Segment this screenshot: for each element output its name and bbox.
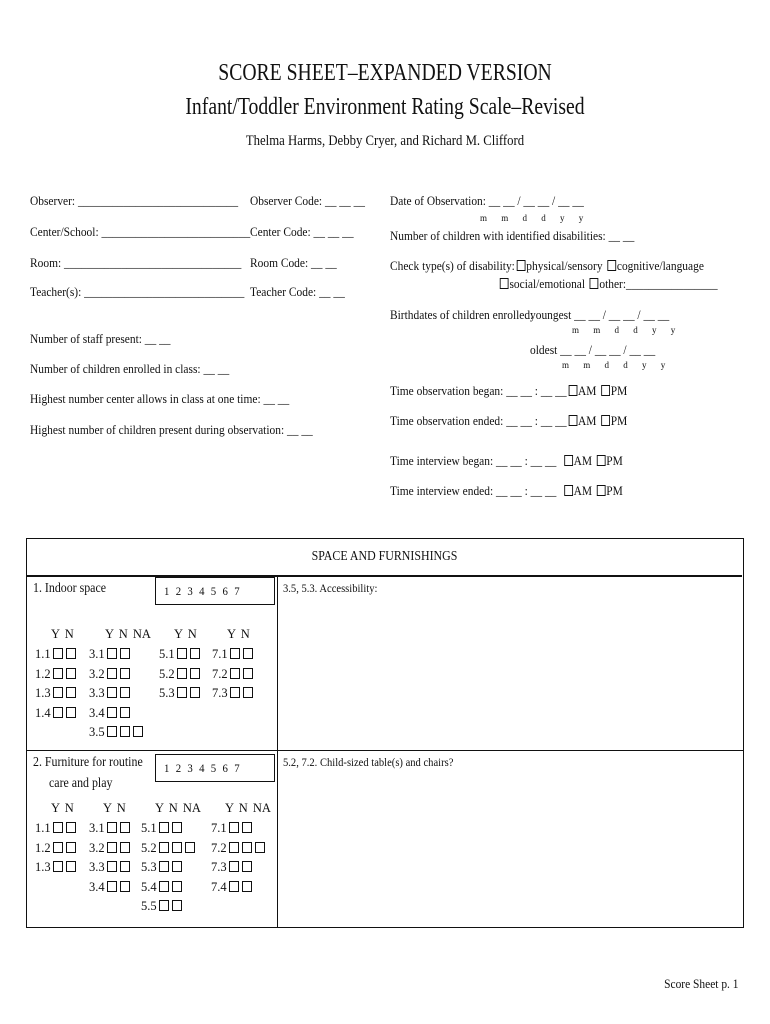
cognitive-checkbox[interactable] bbox=[607, 260, 616, 271]
no-checkbox[interactable] bbox=[243, 687, 253, 698]
no-checkbox[interactable] bbox=[120, 822, 130, 833]
item-2-scale-numbers: 1 2 3 4 5 6 7 bbox=[164, 761, 240, 775]
observation-ended-field[interactable]: Time observation ended: __ __ : __ __ bbox=[390, 413, 567, 428]
yes-checkbox[interactable] bbox=[230, 687, 240, 698]
indicator-item1-3-4 bbox=[89, 706, 131, 721]
no-checkbox[interactable] bbox=[172, 822, 182, 833]
item-1-col3-header: Y N bbox=[174, 627, 197, 641]
indicator-label: 1.1 bbox=[35, 821, 51, 835]
indicator-item1-1-1 bbox=[35, 647, 77, 662]
obs-ended-am-checkbox[interactable] bbox=[568, 415, 577, 426]
birthdates-label: Birthdates of children enrolled: bbox=[390, 307, 534, 322]
item-2-scale[interactable] bbox=[155, 754, 275, 782]
indicator-label: 1.1 bbox=[35, 647, 51, 661]
no-checkbox[interactable] bbox=[66, 687, 76, 698]
title-scale-name: Infant/Toddler Environment Rating Scale–Revised bbox=[185, 94, 585, 120]
no-checkbox[interactable] bbox=[242, 861, 252, 872]
indicator-item2-3-3 bbox=[89, 860, 131, 875]
interview-began-row bbox=[390, 453, 623, 469]
indicator-item2-5-4 bbox=[141, 880, 183, 895]
obs-began-am-checkbox[interactable] bbox=[568, 385, 577, 396]
yes-checkbox[interactable] bbox=[177, 687, 187, 698]
indicator-label: 5.3 bbox=[141, 860, 157, 874]
indicator-label: 7.2 bbox=[212, 666, 228, 681]
indicator-label: 1.3 bbox=[35, 686, 51, 700]
item-2-title-line1: 2. Furniture for routine bbox=[33, 755, 143, 770]
int-ended-pm-checkbox[interactable] bbox=[597, 485, 606, 496]
indicator-item1-3-3 bbox=[89, 686, 131, 701]
yes-checkbox[interactable] bbox=[53, 861, 63, 872]
yes-checkbox[interactable] bbox=[107, 707, 117, 718]
item-2-title-line2: care and play bbox=[49, 776, 113, 791]
indicator-label: 3.2 bbox=[89, 666, 105, 681]
no-checkbox[interactable] bbox=[66, 842, 76, 853]
indicator-label: 1.2 bbox=[35, 840, 51, 855]
indicator-item1-7-2 bbox=[212, 667, 254, 682]
yes-checkbox[interactable] bbox=[229, 842, 239, 853]
yes-checkbox[interactable] bbox=[177, 668, 187, 679]
item-2-col3-header: Y N NA bbox=[155, 801, 201, 815]
am-label: AM bbox=[578, 413, 597, 428]
disabilities-count-field[interactable]: Number of children with identified disabilities: __ __ bbox=[390, 228, 635, 243]
item-1-question: 3.5, 5.3. Accessibility: bbox=[283, 581, 378, 595]
indicator-item1-1-4 bbox=[35, 706, 77, 721]
item-2-col1-header: Y N bbox=[51, 801, 74, 815]
interview-began-field[interactable]: Time interview began: __ __ : __ __ bbox=[390, 453, 557, 468]
no-checkbox[interactable] bbox=[120, 842, 130, 853]
observer-code-field[interactable]: Observer Code: __ __ __ bbox=[250, 193, 366, 208]
item-1-col1-header: Y N bbox=[51, 627, 74, 641]
item-1-title: 1. Indoor space bbox=[33, 581, 107, 596]
indicator-label: 7.4 bbox=[211, 879, 227, 894]
page-footer: Score Sheet p. 1 bbox=[663, 976, 738, 991]
indicator-label: 5.3 bbox=[159, 686, 175, 700]
indicator-item2-1-3 bbox=[35, 860, 77, 875]
highest-allowed-field[interactable]: Highest number center allows in class at one time: __ __ bbox=[30, 391, 290, 406]
indicator-label: 3.3 bbox=[89, 686, 105, 700]
int-began-am-checkbox[interactable] bbox=[564, 455, 573, 466]
indicator-item2-7-1 bbox=[211, 821, 253, 836]
indicator-label: 3.4 bbox=[89, 705, 105, 720]
indicator-label: 7.1 bbox=[212, 647, 228, 661]
indicator-item2-5-1 bbox=[141, 821, 183, 836]
indicator-item2-7-2 bbox=[211, 841, 266, 856]
no-checkbox[interactable] bbox=[190, 648, 200, 659]
no-checkbox[interactable] bbox=[120, 668, 130, 679]
yes-checkbox[interactable] bbox=[159, 861, 169, 872]
na-checkbox[interactable] bbox=[133, 726, 143, 737]
no-checkbox[interactable] bbox=[120, 648, 130, 659]
int-began-pm-checkbox[interactable] bbox=[597, 455, 606, 466]
indicator-label: 3.4 bbox=[89, 879, 105, 894]
center-code-field[interactable]: Center Code: __ __ __ bbox=[250, 224, 354, 239]
item-2-question: 5.2, 7.2. Child-sized table(s) and chairs? bbox=[283, 755, 454, 769]
indicator-item1-3-1 bbox=[89, 647, 131, 662]
social-checkbox[interactable] bbox=[500, 278, 509, 289]
observation-ended-row bbox=[390, 413, 627, 429]
children-enrolled-field[interactable]: Number of children enrolled in class: __ __ bbox=[30, 361, 230, 376]
indicator-item2-5-3 bbox=[141, 860, 183, 875]
disability-type-row bbox=[390, 258, 704, 274]
pm-label: PM bbox=[610, 413, 628, 428]
item-divider bbox=[27, 750, 743, 751]
authors: Thelma Harms, Debby Cryer, and Richard M. Clifford bbox=[245, 133, 525, 149]
yes-checkbox[interactable] bbox=[53, 648, 63, 659]
item-2-col4-header: Y N NA bbox=[225, 801, 271, 815]
pm-label: PM bbox=[610, 383, 628, 398]
indicator-label: 5.1 bbox=[159, 647, 175, 661]
indicator-label: 1.4 bbox=[35, 705, 51, 720]
other-field[interactable]: other:________________ bbox=[599, 276, 718, 291]
indicator-label: 7.3 bbox=[212, 686, 228, 700]
obs-began-pm-checkbox[interactable] bbox=[601, 385, 610, 396]
am-label: AM bbox=[573, 483, 593, 498]
interview-ended-field[interactable]: Time interview ended: __ __ : __ __ bbox=[390, 483, 557, 498]
indicator-label: 3.2 bbox=[89, 840, 105, 855]
pm-label: PM bbox=[606, 483, 623, 498]
highest-present-field[interactable]: Highest number of children present during observation: __ __ bbox=[30, 422, 313, 437]
no-checkbox[interactable] bbox=[190, 668, 200, 679]
indicator-item1-5-3 bbox=[159, 686, 201, 701]
no-checkbox[interactable] bbox=[243, 648, 253, 659]
indicator-item2-1-1 bbox=[35, 821, 77, 836]
physical-label: physical/sensory bbox=[526, 258, 603, 273]
indicator-item1-1-3 bbox=[35, 686, 77, 701]
section-title: SPACE AND FURNISHINGS bbox=[311, 549, 458, 564]
no-checkbox[interactable] bbox=[172, 900, 182, 911]
indicator-label: 7.3 bbox=[211, 860, 227, 874]
social-label: social/emotional bbox=[509, 276, 586, 291]
yes-checkbox[interactable] bbox=[159, 842, 169, 853]
disability-type-label: Check type(s) of disability: bbox=[390, 258, 515, 273]
yes-checkbox[interactable] bbox=[107, 648, 117, 659]
no-checkbox[interactable] bbox=[120, 726, 130, 737]
no-checkbox[interactable] bbox=[172, 842, 182, 853]
yes-checkbox[interactable] bbox=[177, 648, 187, 659]
youngest-field[interactable]: youngest __ __ / __ __ / __ __ bbox=[530, 307, 670, 322]
title-score-sheet: SCORE SHEET–EXPANDED VERSION bbox=[218, 60, 552, 86]
observer-field[interactable]: Observer: ____________________________ bbox=[30, 193, 239, 208]
item-2-col2-header: Y N bbox=[103, 801, 126, 815]
physical-checkbox[interactable] bbox=[517, 260, 526, 271]
no-checkbox[interactable] bbox=[172, 881, 182, 892]
int-ended-am-checkbox[interactable] bbox=[564, 485, 573, 496]
yes-checkbox[interactable] bbox=[53, 822, 63, 833]
yes-checkbox[interactable] bbox=[107, 668, 117, 679]
indicator-item2-5-5 bbox=[141, 899, 183, 914]
obs-ended-pm-checkbox[interactable] bbox=[601, 415, 610, 426]
indicator-label: 1.3 bbox=[35, 860, 51, 874]
no-checkbox[interactable] bbox=[242, 822, 252, 833]
yes-checkbox[interactable] bbox=[53, 707, 63, 718]
yes-checkbox[interactable] bbox=[107, 861, 117, 872]
pm-label: PM bbox=[606, 453, 623, 468]
indicator-label: 3.1 bbox=[89, 647, 105, 661]
indicator-item1-5-2 bbox=[159, 667, 201, 682]
yes-checkbox[interactable] bbox=[107, 881, 117, 892]
indicator-item2-3-1 bbox=[89, 821, 131, 836]
indicator-item2-1-2 bbox=[35, 841, 77, 856]
no-checkbox[interactable] bbox=[66, 668, 76, 679]
indicator-item2-3-4 bbox=[89, 880, 131, 895]
section-header bbox=[27, 539, 742, 577]
observation-began-row bbox=[390, 383, 627, 399]
no-checkbox[interactable] bbox=[66, 707, 76, 718]
item-1-col2-header: Y N NA bbox=[105, 627, 151, 641]
yes-checkbox[interactable] bbox=[230, 648, 240, 659]
indicator-label: 5.2 bbox=[159, 666, 175, 681]
room-field[interactable]: Room: _______________________________ bbox=[30, 255, 242, 270]
indicator-label: 3.3 bbox=[89, 860, 105, 874]
room-code-field[interactable]: Room Code: __ __ bbox=[250, 255, 337, 270]
date-legend: m m d d y y bbox=[480, 213, 590, 223]
no-checkbox[interactable] bbox=[66, 648, 76, 659]
disability-type-row-2 bbox=[498, 276, 718, 292]
yes-checkbox[interactable] bbox=[107, 726, 117, 737]
no-checkbox[interactable] bbox=[120, 881, 130, 892]
oldest-field[interactable]: oldest __ __ / __ __ / __ __ bbox=[530, 342, 656, 357]
yes-checkbox[interactable] bbox=[107, 822, 117, 833]
indicator-label: 5.2 bbox=[141, 840, 157, 855]
yes-checkbox[interactable] bbox=[53, 687, 63, 698]
indicator-item1-1-2 bbox=[35, 667, 77, 682]
indicator-item1-5-1 bbox=[159, 647, 201, 662]
youngest-legend: m m d d y y bbox=[572, 325, 682, 335]
indicator-label: 5.4 bbox=[141, 879, 157, 894]
indicator-item1-3-2 bbox=[89, 667, 131, 682]
yes-checkbox[interactable] bbox=[107, 687, 117, 698]
observation-began-field[interactable]: Time observation began: __ __ : __ __ bbox=[390, 383, 567, 398]
na-checkbox[interactable] bbox=[255, 842, 265, 853]
am-label: AM bbox=[573, 453, 593, 468]
staff-present-field[interactable]: Number of staff present: __ __ bbox=[30, 331, 171, 346]
item-1-scale[interactable] bbox=[155, 577, 275, 605]
indicator-item2-7-3 bbox=[211, 860, 253, 875]
no-checkbox[interactable] bbox=[120, 687, 130, 698]
other-checkbox[interactable] bbox=[590, 278, 599, 289]
cognitive-label: cognitive/language bbox=[616, 258, 704, 273]
no-checkbox[interactable] bbox=[190, 687, 200, 698]
teachers-field[interactable]: Teacher(s): ____________________________ bbox=[30, 284, 245, 299]
no-checkbox[interactable] bbox=[243, 668, 253, 679]
indicator-label: 5.1 bbox=[141, 821, 157, 835]
item-1-scale-numbers: 1 2 3 4 5 6 7 bbox=[164, 584, 240, 598]
no-checkbox[interactable] bbox=[66, 822, 76, 833]
indicator-item1-3-5 bbox=[89, 725, 144, 740]
teacher-code-field[interactable]: Teacher Code: __ __ bbox=[250, 284, 345, 299]
yes-checkbox[interactable] bbox=[107, 842, 117, 853]
indicator-item1-7-3 bbox=[212, 686, 254, 701]
yes-checkbox[interactable] bbox=[53, 668, 63, 679]
yes-checkbox[interactable] bbox=[230, 668, 240, 679]
yes-checkbox[interactable] bbox=[53, 842, 63, 853]
indicator-label: 3.5 bbox=[89, 725, 105, 739]
indicator-label: 3.1 bbox=[89, 821, 105, 835]
indicator-item2-7-4 bbox=[211, 880, 253, 895]
indicator-label: 5.5 bbox=[141, 899, 157, 913]
no-checkbox[interactable] bbox=[242, 881, 252, 892]
indicator-item2-3-2 bbox=[89, 841, 131, 856]
space-furnishings-table bbox=[26, 538, 744, 928]
yes-checkbox[interactable] bbox=[159, 900, 169, 911]
indicator-label: 7.2 bbox=[211, 840, 227, 855]
indicator-item2-5-2 bbox=[141, 841, 196, 856]
item-1-col4-header: Y N bbox=[227, 627, 250, 641]
date-observation-field[interactable]: Date of Observation: __ __ / __ __ / __ __ bbox=[390, 193, 584, 208]
yes-checkbox[interactable] bbox=[159, 881, 169, 892]
oldest-legend: m m d d y y bbox=[562, 360, 672, 370]
no-checkbox[interactable] bbox=[120, 861, 130, 872]
na-checkbox[interactable] bbox=[185, 842, 195, 853]
yes-checkbox[interactable] bbox=[229, 881, 239, 892]
no-checkbox[interactable] bbox=[242, 842, 252, 853]
yes-checkbox[interactable] bbox=[159, 822, 169, 833]
no-checkbox[interactable] bbox=[120, 707, 130, 718]
indicator-item1-7-1 bbox=[212, 647, 254, 662]
yes-checkbox[interactable] bbox=[229, 822, 239, 833]
indicator-label: 7.1 bbox=[211, 821, 227, 835]
indicator-label: 1.2 bbox=[35, 666, 51, 681]
no-checkbox[interactable] bbox=[66, 861, 76, 872]
interview-ended-row bbox=[390, 483, 623, 499]
am-label: AM bbox=[578, 383, 597, 398]
no-checkbox[interactable] bbox=[172, 861, 182, 872]
yes-checkbox[interactable] bbox=[229, 861, 239, 872]
column-divider bbox=[277, 576, 278, 927]
center-school-field[interactable]: Center/School: __________________________ bbox=[30, 224, 251, 239]
